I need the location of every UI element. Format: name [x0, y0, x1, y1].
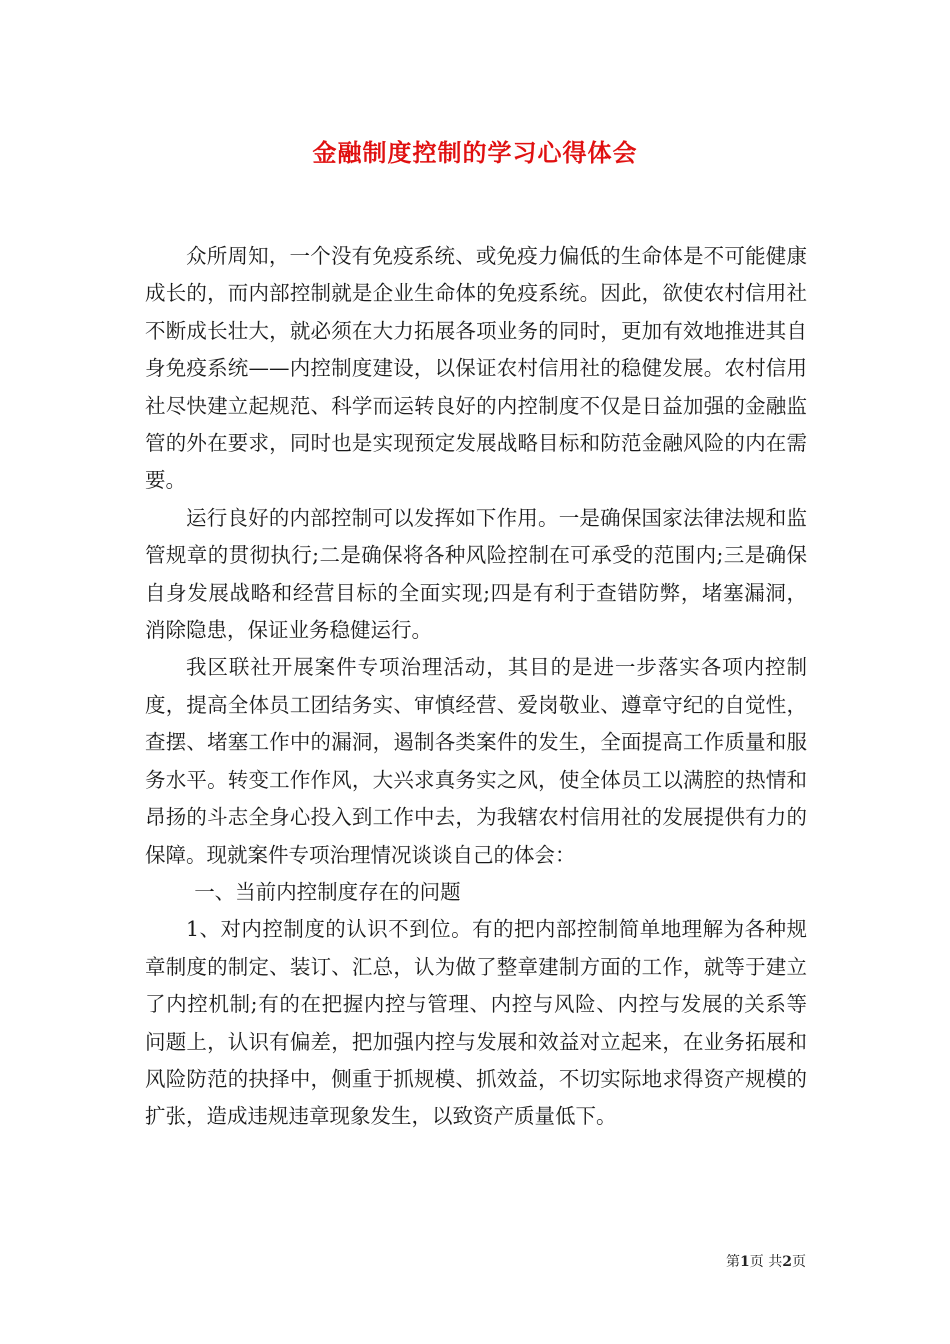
- page-number-prefix: 第: [726, 1254, 741, 1270]
- paragraph-point-1: 1、对内控制度的认识不到位。有的把内部控制简单地理解为各种规章制度的制定、装订、汇总，认为做了整章建制方面的工作，就等于建立了内控机制;有的在把握内控与管理、内控与风险、内控与发展的关系等问题上，认识有偏差，把加强内控与发展和效益对立起来，在业务拓展和风险防范的抉择中，侧重于抓规模、抓效益，不切实际地求得资产规模的扩张，造成违规违章现象发生，以致资产质量低下。: [145, 917, 807, 1129]
- section-heading: 一、当前内控制度存在的问题: [194, 879, 461, 904]
- page-number-middle: 页 共: [749, 1254, 783, 1270]
- total-pages: 2: [782, 1254, 792, 1270]
- page-number: [726, 1251, 806, 1271]
- document-body: [145, 238, 807, 1136]
- page-number-suffix: 页: [792, 1254, 806, 1270]
- document-title: 金融制度控制的学习心得体会: [312, 138, 638, 167]
- paragraph-campaign: 我区联社开展案件专项治理活动，其目的是进一步落实各项内控制度，提高全体员工团结务实、审慎经营、爱岗敬业、遵章守纪的自觉性，查摆、堵塞工作中的漏洞，遏制各类案件的发生，全面提高工作质量和服务水平。转变工作作风，大兴求真务实之风，使全体员工以满腔的热情和昂扬的斗志全身心投入到工作中去，为我辖农村信用社的发展提供有力的保障。现就案件专项治理情况谈谈自己的体会：: [145, 655, 807, 867]
- current-page: 1: [740, 1254, 750, 1270]
- paragraph-intro: 众所周知，一个没有免疫系统、或免疫力偏低的生命体是不可能健康成长的，而内部控制就是企业生命体的免疫系统。因此，欲使农村信用社不断成长壮大，就必须在大力拓展各项业务的同时，更加有效地推进其自身免疫系统——内控制度建设，以保证农村信用社的稳健发展。农村信用社尽快建立起规范、科学而运转良好的内控制度不仅是日益加强的金融监管的外在要求，同时也是实现预定发展战略目标和防范金融风险的内在需要。: [145, 244, 807, 493]
- paragraph-functions: 运行良好的内部控制可以发挥如下作用。一是确保国家法律法规和监管规章的贯彻执行;二是确保将各种风险控制在可承受的范围内;三是确保自身发展战略和经营目标的全面实现;四是有利于查错防弊，堵塞漏洞，消除隐患，保证业务稳健运行。: [145, 505, 807, 643]
